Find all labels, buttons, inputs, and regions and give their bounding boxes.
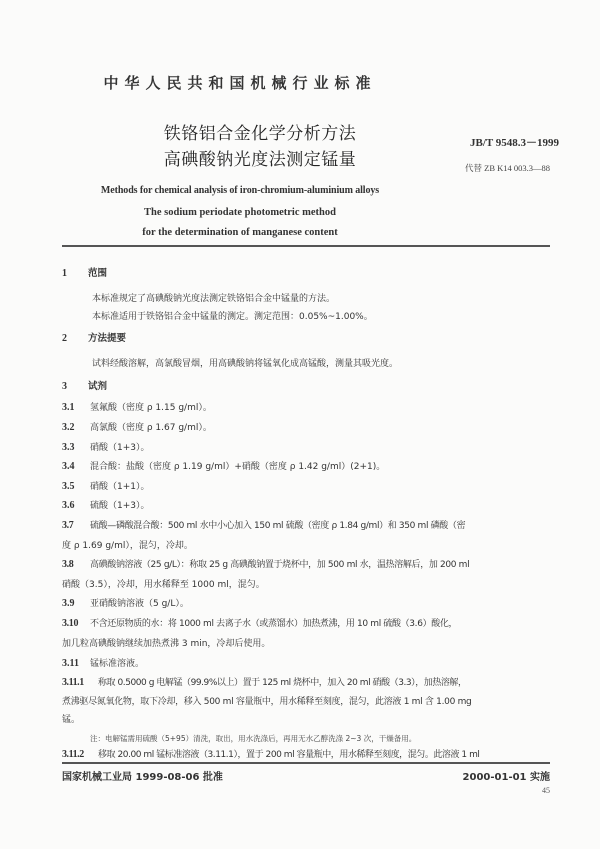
title-en-line-2: The sodium periodate photometric method — [144, 207, 336, 218]
reagent-item — [62, 673, 562, 693]
item-text: 氢氟酸（密度 ρ 1.15 g/ml）。 — [90, 403, 212, 413]
section-number: 3 — [62, 381, 67, 392]
item-number: 3.9 — [62, 598, 75, 609]
approval-line: 国家机械工业局 1999-08-06 批准 — [62, 772, 223, 783]
reagent-item — [62, 555, 562, 575]
item-number: 3.6 — [62, 500, 75, 511]
item-continuation: 硝酸（3.5），冷却，用水稀释至 1000 ml，混匀。 — [62, 580, 265, 590]
section-3-heading — [62, 378, 107, 392]
footer-rule — [62, 762, 550, 764]
reagent-item — [62, 418, 522, 438]
section-title: 试剂 — [88, 381, 108, 392]
item-number: 3.11.1 — [62, 677, 84, 688]
item-number: 3.3 — [62, 442, 75, 453]
title-cn-line-1: 铁铬铝合金化学分析方法 — [163, 124, 357, 144]
item-continuation: 锰。 — [62, 715, 81, 725]
item-number: 3.8 — [62, 559, 74, 570]
item-text: 混合酸：盐酸（密度 ρ 1.19 g/ml）+硝酸（密度 ρ 1.42 g/ml）(2+1)。 — [90, 462, 386, 472]
reagent-item — [62, 594, 522, 614]
section-2-heading — [62, 330, 126, 344]
item-text: 移取 20.00 ml 锰标准溶液（3.11.1），置于 200 ml 容量瓶中，用水稀释至刻度，混匀。此溶液 1 ml — [98, 750, 480, 760]
section-title: 方法提要 — [88, 333, 127, 344]
title-en-line-1: Methods for chemical analysis of iron-chromium-aluminium alloys — [100, 185, 380, 196]
item-text: 高氯酸（密度 ρ 1.67 g/ml）。 — [90, 423, 212, 433]
paragraph: 本标准规定了高碘酸钠光度法测定铁铬铝合金中锰量的方法。 — [92, 294, 336, 304]
item-text: 不含还原物质的水：将 1000 ml 去离子水（或蒸馏水）加热煮沸，用 10 ml 硫酸（3.6）酸化， — [90, 619, 458, 629]
paragraph: 本标准适用于铁铬铝合金中锰量的测定。测定范围：0.05%~1.00%。 — [92, 312, 373, 322]
item-text: 亚硝酸钠溶液（5 g/L）。 — [90, 599, 189, 609]
item-number: 3.10 — [62, 618, 79, 629]
reagent-item — [62, 457, 552, 477]
item-continuation: 度 ρ 1.69 g/ml），混匀，冷却。 — [62, 541, 193, 551]
header-rule — [62, 245, 550, 247]
section-number: 2 — [62, 333, 67, 344]
reagent-item — [62, 398, 522, 418]
standard-number: JB/T 9548.3－1999 — [470, 137, 560, 149]
item-text: 称取 0.5000 g 电解锰（99.9%以上）置于 125 ml 烧杯中，加入 20 ml 硝酸（3.3），加热溶解， — [98, 678, 467, 688]
reagent-item — [62, 614, 562, 634]
item-text: 硝酸（1+1）。 — [90, 482, 150, 492]
title-cn-line-2: 高碘酸钠光度法测定锰量 — [163, 150, 357, 170]
section-title: 范围 — [88, 268, 108, 279]
item-number: 3.11.2 — [62, 749, 84, 760]
item-text: 高碘酸钠溶液（25 g/L）：称取 25 g 高碘酸钠置于烧杯中，加 500 ml 水，温热溶解后，加 200 ml — [90, 560, 470, 570]
item-text: 锰标准溶液。 — [90, 659, 145, 669]
section-number: 1 — [62, 268, 67, 279]
item-number: 3.7 — [62, 520, 74, 531]
reagent-item — [62, 654, 522, 674]
item-number: 3.1 — [62, 402, 75, 413]
page-number: 45 — [542, 786, 550, 795]
reagent-item — [62, 496, 522, 516]
reagent-item — [62, 516, 562, 536]
note: 注：电解锰需用硫酸（5+95）清洗，取出，用水洗涤后，再用无水乙醇洗涤 2~3 次，干燥备用。 — [90, 734, 417, 743]
item-continuation: 煮沸驱尽氮氧化物，取下冷却，移入 500 ml 容量瓶中，用水稀释至刻度，混匀，此溶液 1 ml 含 1.00 mg — [62, 697, 472, 707]
item-text: 硝酸（1+3）。 — [90, 443, 150, 453]
replaces-standard: 代替 ZB K14 003.3—88 — [465, 163, 551, 173]
item-number: 3.11 — [62, 658, 79, 669]
item-number: 3.4 — [62, 461, 75, 472]
title-en-line-3: for the determination of manganese content — [142, 227, 338, 238]
standard-org-heading: 中华人民共和国机械行业标准 — [103, 74, 377, 92]
section-1-heading — [62, 265, 107, 279]
reagent-item — [62, 477, 522, 497]
item-number: 3.5 — [62, 481, 75, 492]
item-text: 硫酸（1+3）。 — [90, 501, 150, 511]
paragraph: 试料经酸溶解，高氯酸冒烟，用高碘酸钠将锰氧化成高锰酸，测量其吸光度。 — [92, 359, 399, 369]
implementation-date: 2000-01-01 实施 — [462, 772, 550, 783]
item-number: 3.2 — [62, 422, 75, 433]
reagent-item — [62, 438, 522, 458]
item-continuation: 加几粒高碘酸钠继续加热煮沸 3 min，冷却后使用。 — [62, 639, 271, 649]
item-text: 硫酸—磷酸混合酸：500 ml 水中小心加入 150 ml 硫酸（密度 ρ 1.84 g/ml）和 350 ml 磷酸（密 — [90, 521, 466, 531]
